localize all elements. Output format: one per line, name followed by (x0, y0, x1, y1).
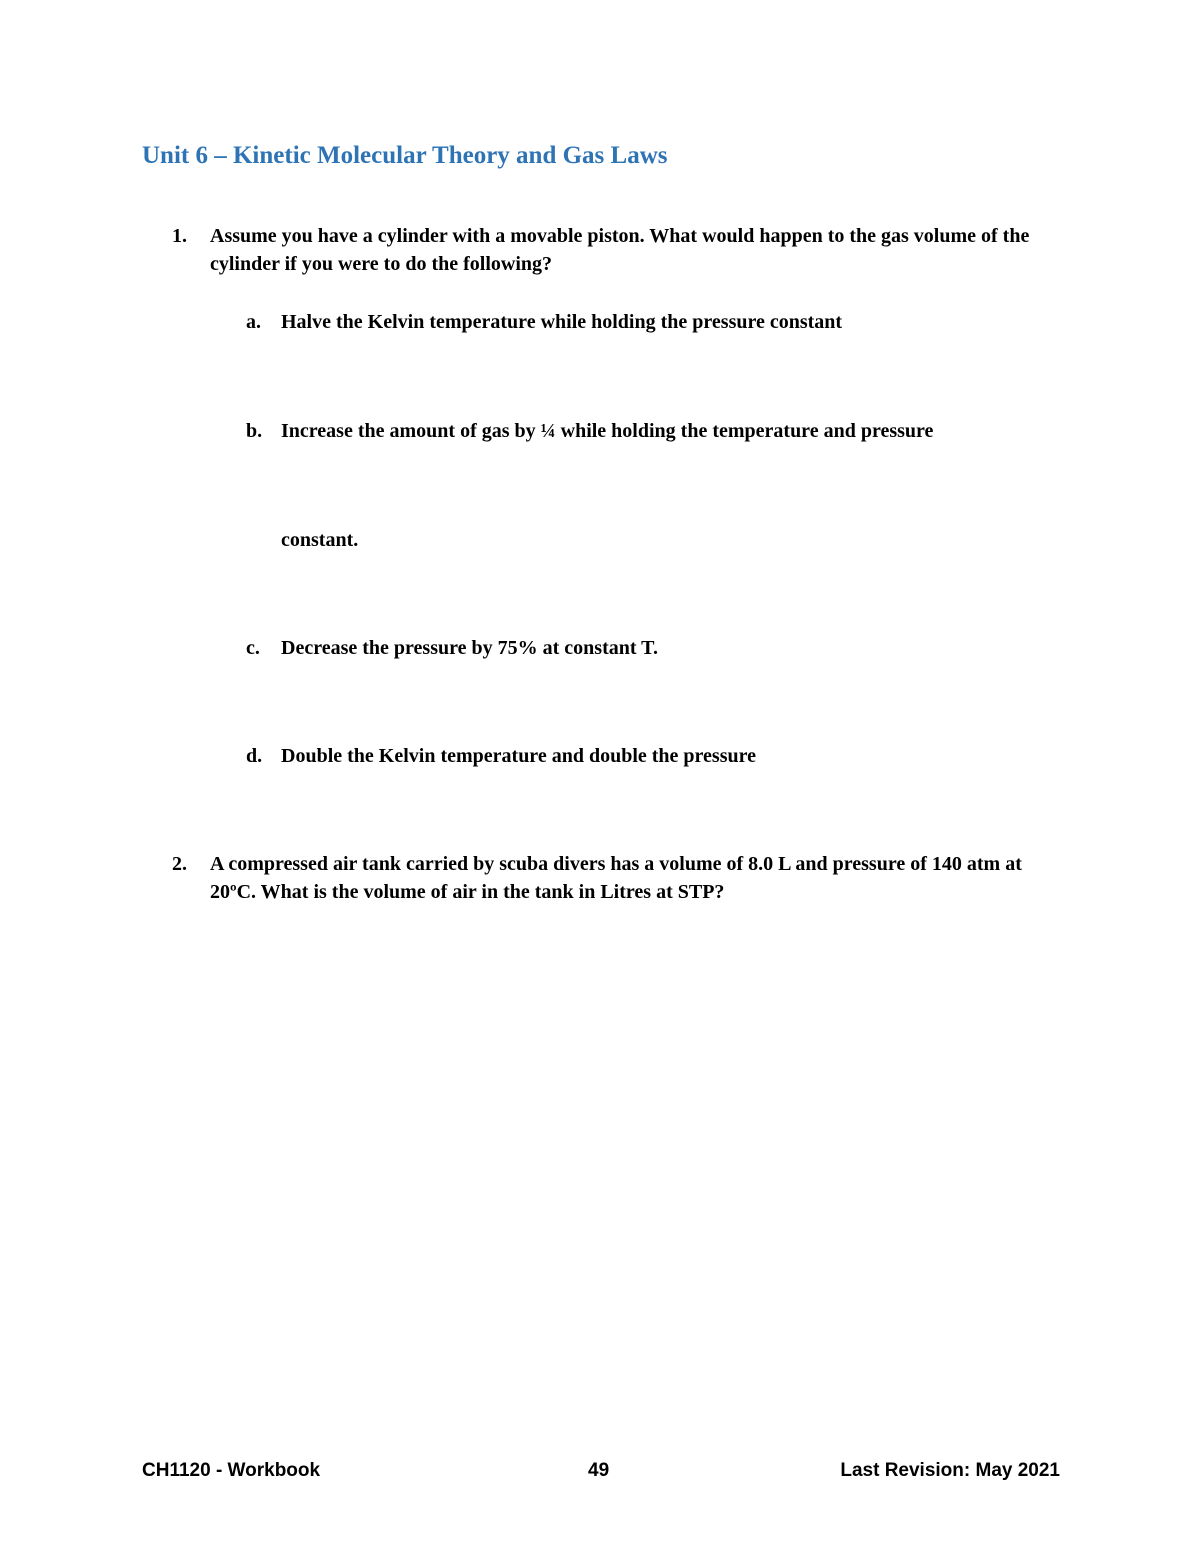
question-1-part-d (246, 742, 1046, 770)
unit-title: Unit 6 – Kinetic Molecular Theory and Gas Laws (142, 142, 668, 169)
footer-course: CH1120 - Workbook (142, 1460, 321, 1481)
part-text: Double the Kelvin temperature and double the pressure (281, 745, 757, 767)
question-text: Assume you have a cylinder with a movable piston. What would happen to the gas volume of the cylinder if you were to do the following? (210, 225, 1030, 275)
question-number: 2. (172, 853, 187, 875)
part-letter: d. (246, 745, 263, 767)
question-1-part-a (246, 308, 1046, 336)
question-text: A compressed air tank carried by scuba divers has a volume of 8.0 L and pressure of 140 atm at 20ºC. What is the volume of air in the tank in Litres at STP? (210, 853, 1022, 903)
part-text: Increase the amount of gas by ¼ while holding the temperature and pressure (281, 420, 934, 442)
part-text: Halve the Kelvin temperature while holding the pressure constant (281, 311, 843, 333)
question-1 (172, 222, 1072, 278)
footer-revision: Last Revision: May 2021 (840, 1460, 1060, 1481)
question-number: 1. (172, 225, 187, 247)
part-text: Decrease the pressure by 75% at constant T. (281, 637, 659, 659)
question-1-part-c (246, 634, 1046, 662)
question-1-part-b-continuation (246, 526, 1046, 554)
question-1-part-b (246, 417, 1046, 445)
part-letter: c. (246, 637, 260, 659)
question-2 (172, 850, 1072, 906)
part-letter: a. (246, 311, 261, 333)
part-text-continuation: constant. (281, 529, 359, 551)
part-letter: b. (246, 420, 263, 442)
footer-page-number: 49 (588, 1460, 610, 1481)
